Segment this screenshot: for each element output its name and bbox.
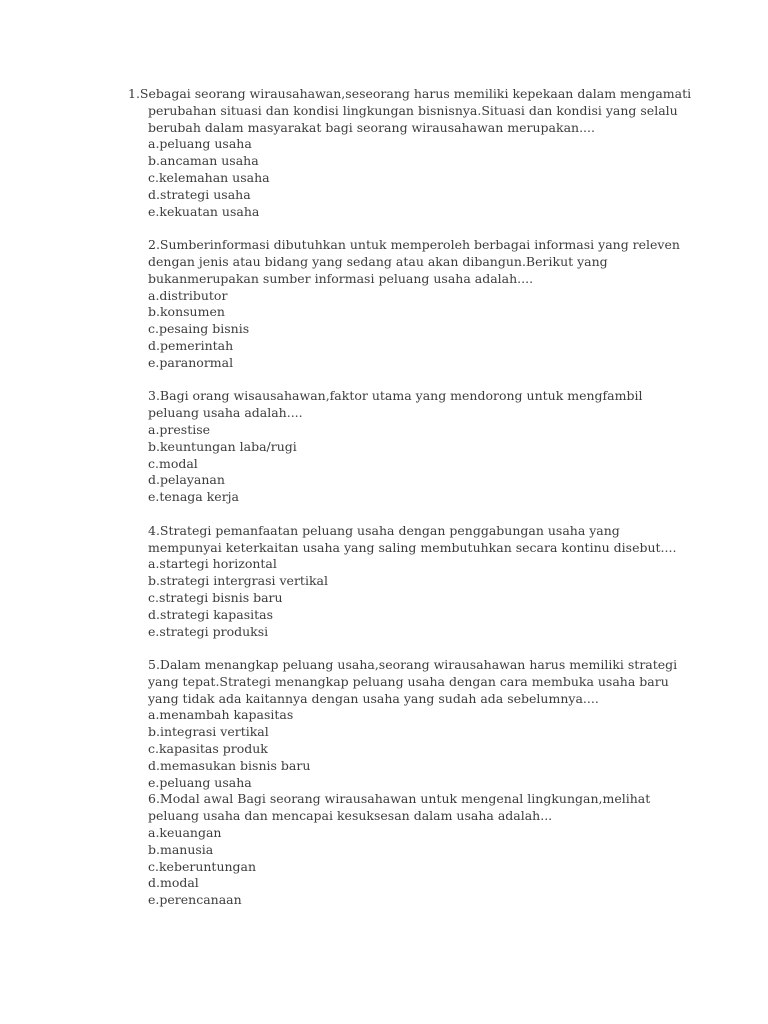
question-3-options <box>128 422 688 506</box>
answer-option: d.pemerintah <box>148 337 234 353</box>
answer-option: c.modal <box>148 455 198 471</box>
answer-option: a.prestise <box>148 421 211 437</box>
question-stem-line: yang tepat.Strategi menangkap peluang usaha dengan cara membuka usaha baru <box>148 673 669 689</box>
question-1-options <box>128 136 688 220</box>
answer-option: d.memasukan bisnis baru <box>148 757 311 773</box>
question-2-options <box>128 288 688 372</box>
answer-option: e.tenaga kerja <box>148 489 239 505</box>
question-3-stem <box>128 388 688 422</box>
question-stem-line: 4.Strategi pemanfaatan peluang usaha dengan penggabungan usaha yang <box>148 522 620 538</box>
question-stem-line: yang tidak ada kaitannya dengan usaha yang sudah ada sebelumnya.... <box>148 690 599 706</box>
question-stem-line: 3.Bagi orang wisausahawan,faktor utama yang mendorong untuk mengfambil <box>148 388 643 404</box>
answer-option: c.pesaing bisnis <box>148 321 250 337</box>
answer-option: b.konsumen <box>148 304 225 320</box>
answer-option: e.kekuatan usaha <box>148 203 260 219</box>
question-2-stem <box>128 237 688 287</box>
question-6-stem <box>128 791 688 825</box>
question-1-stem <box>128 86 692 136</box>
answer-option: a.peluang usaha <box>148 136 252 152</box>
answer-option: c.keberuntungan <box>148 858 257 874</box>
question-3 <box>128 388 688 506</box>
question-stem-line: 6.Modal awal Bagi seorang wirausahawan untuk mengenal lingkungan,melihat <box>148 791 651 807</box>
question-5-options <box>128 707 688 791</box>
answer-option: d.strategi kapasitas <box>148 606 274 622</box>
answer-option: a.distributor <box>148 287 228 303</box>
answer-option: e.peluang usaha <box>148 774 252 790</box>
quiz-content <box>128 86 692 909</box>
question-6 <box>128 791 688 909</box>
question-5-stem <box>128 657 688 707</box>
answer-option: a.menambah kapasitas <box>148 707 294 723</box>
answer-option: d.pelayanan <box>148 472 225 488</box>
question-stem-line: bukanmerupakan sumber informasi peluang usaha adalah.... <box>148 270 534 286</box>
question-2 <box>128 237 688 371</box>
question-4 <box>128 523 688 641</box>
answer-option: c.kelemahan usaha <box>148 169 270 185</box>
answer-option: d.strategi usaha <box>148 186 251 202</box>
answer-option: b.ancaman usaha <box>148 153 259 169</box>
answer-option: b.manusia <box>148 841 214 857</box>
answer-option: b.integrasi vertikal <box>148 724 269 740</box>
answer-option: e.paranormal <box>148 354 234 370</box>
answer-option: d.modal <box>148 875 199 891</box>
answer-option: e.strategi produksi <box>148 623 269 639</box>
answer-option: e.perencanaan <box>148 892 242 908</box>
question-6-options <box>128 825 688 909</box>
answer-option: c.strategi bisnis baru <box>148 589 283 605</box>
question-1 <box>128 86 692 220</box>
answer-option: b.strategi intergrasi vertikal <box>148 573 328 589</box>
answer-option: b.keuntungan laba/rugi <box>148 438 297 454</box>
question-stem-line: dengan jenis atau bidang yang sedang atau akan dibangun.Berikut yang <box>148 253 608 269</box>
question-stem-line: 5.Dalam menangkap peluang usaha,seorang wirausahawan harus memiliki strategi <box>148 657 678 673</box>
question-stem-line: peluang usaha adalah.... <box>148 405 303 421</box>
question-4-stem <box>128 523 688 557</box>
answer-option: a.keuangan <box>148 825 222 841</box>
question-stem-line: perubahan situasi dan kondisi lingkungan bisnisnya.Situasi dan kondisi yang selalu <box>148 102 678 118</box>
question-stem-line: peluang usaha dan mencapai kesuksesan dalam usaha adalah... <box>148 808 553 824</box>
question-5 <box>128 657 688 791</box>
question-stem-line: 2.Sumberinformasi dibutuhkan untuk memperoleh berbagai informasi yang releven <box>148 237 680 253</box>
question-stem-line: mempunyai keterkaitan usaha yang saling membutuhkan secara kontinu disebut.... <box>148 539 677 555</box>
question-4-options <box>128 556 688 640</box>
answer-option: a.startegi horizontal <box>148 556 277 572</box>
question-stem-line: berubah dalam masyarakat bagi seorang wirausahawan merupakan.... <box>148 119 595 135</box>
answer-option: c.kapasitas produk <box>148 741 268 757</box>
question-stem-line: 1.Sebagai seorang wirausahawan,seseorang harus memiliki kepekaan dalam mengamati <box>128 86 692 101</box>
